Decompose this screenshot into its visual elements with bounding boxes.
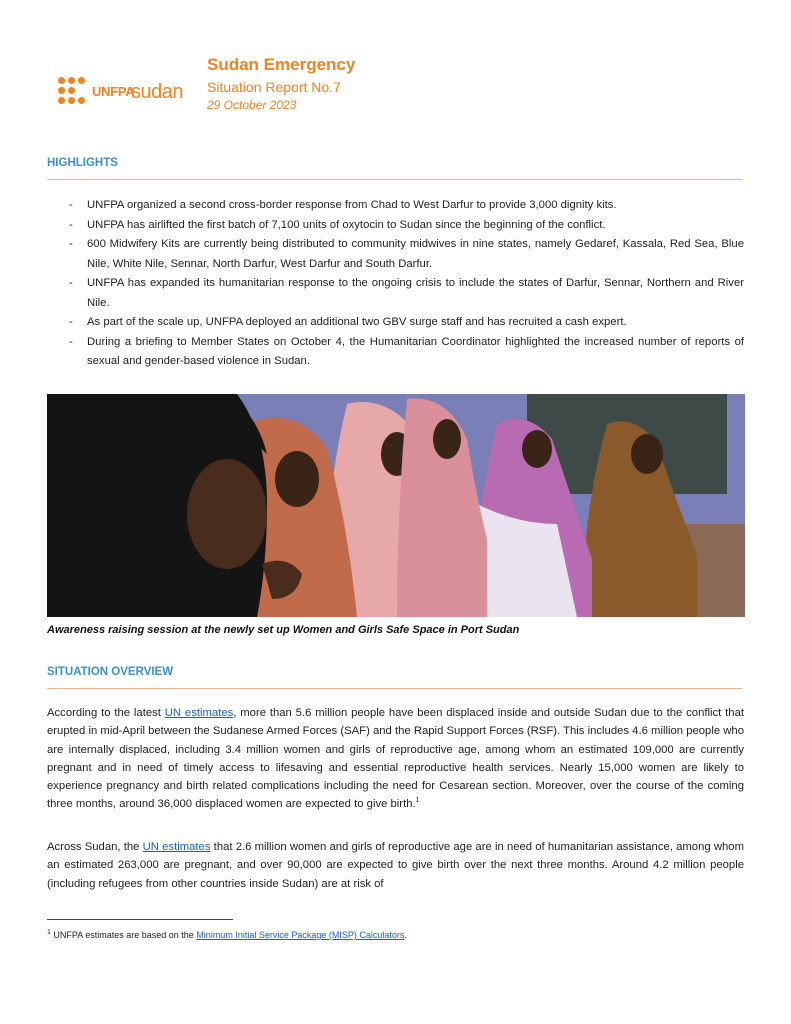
footnote-end: . [404,930,407,940]
para-text: that 2.6 million women and girls of reproductive age are in need of humanitarian assistance, among whom an estimated 263,000 are pregnant, and over 90,000 are expected to give birth over the next three months. Around 4.2 million people (including refugees from other countries inside Sudan) are at risk of [47,841,744,890]
footnote-ref[interactable]: 1 [415,797,420,805]
logo-country: sudan [131,81,183,103]
un-estimates-link[interactable]: UN estimates [164,707,234,719]
footnote [47,930,407,940]
logo-dots-icon [56,75,92,111]
footnote-number: 1 [47,929,51,936]
situation-paragraph-2 [47,838,744,893]
highlights-heading: HIGHLIGHTS [47,157,742,180]
photo-caption: Awareness raising session at the newly set up Women and Girls Safe Space in Port Sudan [47,624,520,636]
situation-overview-heading: SITUATION OVERVIEW [47,666,742,689]
para-text: Across Sudan, the [47,841,143,853]
unfpa-sudan-logo [56,75,196,115]
highlight-item: - UNFPA organized a second cross-border response from Chad to West Darfur to provide 3,000 dignity kits. [47,196,744,216]
para-text: According to the latest [47,707,165,719]
report-date: 29 October 2023 [207,98,297,112]
report-subtitle: Situation Report No.7 [207,79,341,95]
misp-calculators-link[interactable]: Minimum Initial Service Package (MISP) Calculators [196,930,405,940]
para-text: , more than 5.6 million people have been displaced inside and outside Sudan due to the conflict that erupted in mid-April between the Sudanese Armed Forces (SAF) and the Rapid Support Forces (RSF). This includes 4.6 million people who are internally displaced, including 3.4 million women and girls of reproductive age, among whom an estimated 109,000 are currently pregnant and in need of timely access to lifesaving and essential reproductive health services. Nearly 15,000 women are likely to experience pregnancy and birth related complications including the need for Cesarean section. Moreover, over the course of the coming three months, around 36,000 displaced women are expected to give birth. [47,707,744,811]
highlight-item: - As part of the scale up, UNFPA deployed an additional two GBV surge staff and has recruited a cash expert. [47,313,744,333]
report-title: Sudan Emergency [207,55,356,74]
logo-word: UNFPA [92,84,135,99]
highlight-item: - UNFPA has airlifted the first batch of 7,100 units of oxytocin to Sudan since the beginning of the conflict. [47,216,744,236]
situation-paragraph-1 [47,704,744,814]
highlight-item: - 600 Midwifery Kits are currently being distributed to community midwives in nine states, namely Gedaref, Kassala, Red Sea, Blue Nile, White Nile, Sennar, North Darfur, West Darfur and South Darfur. [47,235,744,274]
safe-space-photo [47,394,745,617]
highlights-list [47,196,744,372]
un-estimates-link[interactable]: UN estimates [142,841,211,853]
footnote-text: UNFPA estimates are based on the [50,930,197,940]
report-title-block [207,54,355,113]
highlight-item: - UNFPA has expanded its humanitarian response to the ongoing crisis to include the states of Darfur, Sennar, Northern and River Nile. [47,274,744,313]
footnote-divider [47,919,233,920]
photo-illustration [47,394,745,617]
highlight-item: - During a briefing to Member States on October 4, the Humanitarian Coordinator highlighted the increased number of reports of sexual and gender-based violence in Sudan. [47,333,744,372]
